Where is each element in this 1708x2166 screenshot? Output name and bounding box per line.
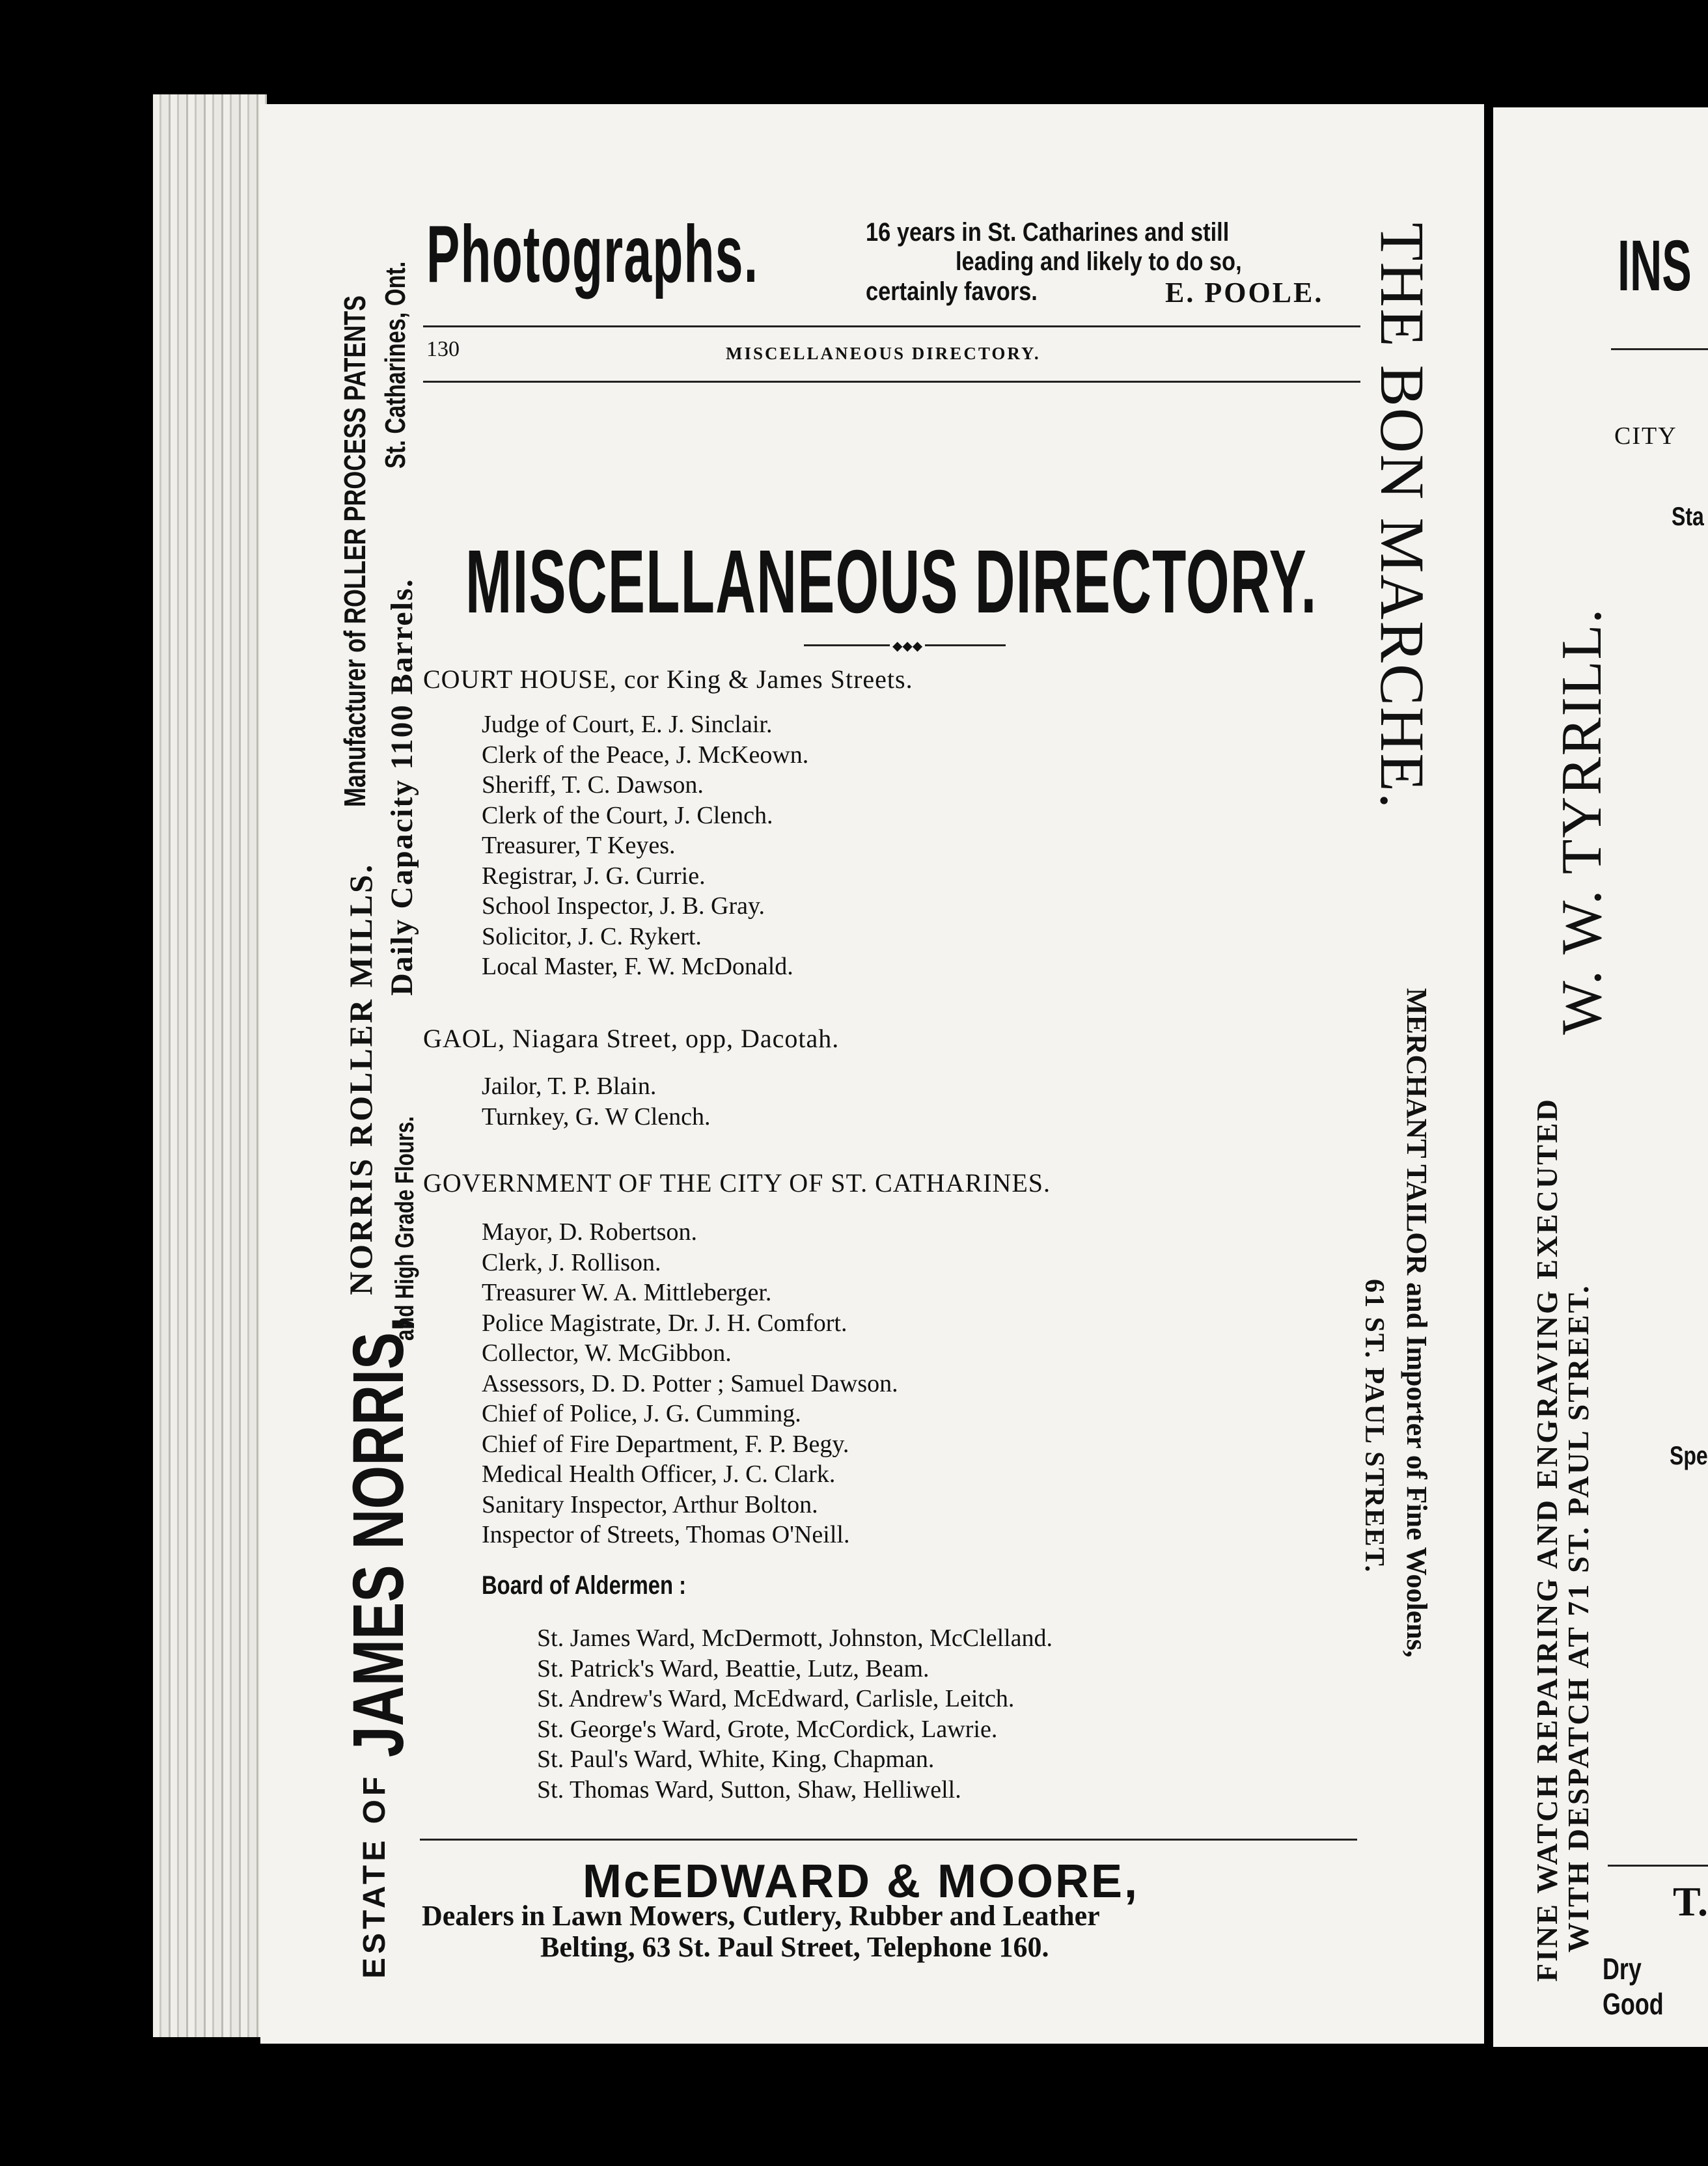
list-item: Collector, W. McGibbon.	[482, 1339, 732, 1367]
list-item: Police Magistrate, Dr. J. H. Comfort.	[482, 1309, 847, 1337]
gaol-heading: GAOL, Niagara Street, opp, Dacotah.	[423, 1024, 840, 1053]
bottom-ad-rule	[420, 1839, 1357, 1841]
board-of-aldermen-heading: Board of Aldermen :	[482, 1571, 687, 1600]
manufacturer-line: Manufacturer of ROLLER PROCESS PATENTS	[338, 295, 372, 807]
photographs-heading: Photographs.	[426, 210, 759, 299]
list-item: St. Paul's Ward, White, King, Chapman.	[537, 1746, 935, 1773]
james-norris-name: JAMES NORRIS,	[338, 1317, 419, 1757]
list-item: Solicitor, J. C. Rykert.	[482, 922, 702, 950]
facing-header-fragment: INS	[1618, 226, 1692, 306]
page-title: MISCELLANEOUS DIRECTORY.	[465, 532, 1317, 632]
high-grade-flours: and High Grade Flours.	[391, 1116, 419, 1341]
mcedward-moore-line2: Belting, 63 St. Paul Street, Telephone 160.	[540, 1931, 1049, 1963]
book-gutter	[1484, 120, 1493, 2040]
list-item: St. Thomas Ward, Sutton, Shaw, Helliwell.	[537, 1775, 961, 1803]
list-item: Clerk, J. Rollison.	[482, 1248, 661, 1276]
st-catharines-ont: St. Catharines, Ont.	[379, 261, 411, 469]
list-item: Clerk of the Peace, J. McKeown.	[482, 741, 809, 769]
government-list	[482, 1217, 898, 1550]
running-head: MISCELLANEOUS DIRECTORY.	[726, 344, 1041, 363]
list-item: Chief of Fire Department, F. P. Begy.	[482, 1430, 849, 1458]
facing-dry-goods-fragment: Dry Good	[1603, 1952, 1664, 2021]
list-item: St. Patrick's Ward, Beattie, Lutz, Beam.	[537, 1654, 930, 1682]
list-item: Clerk of the Court, J. Clench.	[482, 801, 773, 829]
estate-of-label: ESTATE OF	[357, 1772, 392, 1979]
tyrrill-name: W. W. TYRRILL.	[1550, 607, 1614, 1035]
facing-spe-fragment: Spe	[1670, 1442, 1708, 1470]
facing-page	[1493, 107, 1708, 2047]
facing-bottom-rule	[1608, 1865, 1708, 1867]
watch-repairing-line2: WITH DESPATCH AT 71 ST. PAUL STREET.	[1562, 1283, 1595, 1953]
title-ornament: ◆◆◆	[804, 638, 1006, 653]
daily-capacity: Daily Capacity 1100 Barrels.	[385, 578, 419, 996]
list-item: Jailor, T. P. Blain.	[482, 1073, 657, 1100]
court-house-list	[482, 709, 808, 982]
poole-ad-line1: 16 years in St. Catharines and still	[866, 218, 1230, 247]
header-rule-top	[423, 325, 1360, 327]
page-edges	[153, 94, 267, 2037]
list-item: Assessors, D. D. Potter ; Samuel Dawson.	[482, 1369, 898, 1397]
list-item: Local Master, F. W. McDonald.	[482, 953, 793, 980]
list-item: Mayor, D. Robertson.	[482, 1218, 697, 1246]
list-item: Medical Health Officer, J. C. Clark.	[482, 1460, 836, 1488]
list-item: Turnkey, G. W Clench.	[482, 1103, 711, 1131]
list-item: St. James Ward, McDermott, Johnston, McClelland.	[537, 1624, 1053, 1652]
facing-sta-fragment: Sta	[1672, 502, 1704, 531]
list-item: Chief of Police, J. G. Cumming.	[482, 1400, 801, 1427]
list-item: School Inspector, J. B. Gray.	[482, 892, 765, 920]
bon-marche-address: 61 ST. PAUL STREET.	[1359, 1279, 1389, 1574]
court-house-heading: COURT HOUSE, cor King & James Streets.	[423, 665, 913, 694]
list-item: Treasurer, T Keyes.	[482, 832, 676, 859]
gaol-list	[482, 1071, 711, 1132]
bon-marche-name: THE BON MARCHE.	[1368, 223, 1437, 810]
facing-rule	[1611, 348, 1708, 350]
header-rule-bottom	[423, 381, 1360, 383]
list-item: St. Andrew's Ward, McEdward, Carlisle, Leitch.	[537, 1685, 1015, 1712]
mcedward-moore-line1: Dealers in Lawn Mowers, Cutlery, Rubber and Leather	[422, 1900, 1100, 1932]
poole-ad-line2: leading and likely to do so,	[956, 247, 1242, 276]
facing-t-fragment: T.	[1673, 1878, 1708, 1925]
list-item: St. George's Ward, Grote, McCordick, Lawrie.	[537, 1715, 998, 1743]
government-heading: GOVERNMENT OF THE CITY OF ST. CATHARINES.	[423, 1168, 1051, 1198]
mcedward-moore-name: McEDWARD & MOORE,	[583, 1856, 1140, 1908]
list-item: Sanitary Inspector, Arthur Bolton.	[482, 1490, 818, 1518]
norris-roller-mills: NORRIS ROLLER MILLS.	[342, 862, 379, 1295]
merchant-tailor-line: MERCHANT TAILOR and Importer of Fine Woolens,	[1401, 988, 1433, 1658]
watch-repairing-line1: FINE WATCH REPAIRING AND ENGRAVING EXECUTED	[1530, 1097, 1563, 1982]
list-item: Registrar, J. G. Currie.	[482, 862, 706, 890]
list-item: Treasurer W. A. Mittleberger.	[482, 1279, 772, 1306]
list-item: Inspector of Streets, Thomas O'Neill.	[482, 1521, 850, 1548]
page-number: 130	[426, 337, 460, 361]
list-item: Sheriff, T. C. Dawson.	[482, 771, 704, 799]
poole-name: E. POOLE.	[1165, 277, 1324, 308]
poole-ad-line3: certainly favors.	[866, 277, 1038, 306]
list-item: Judge of Court, E. J. Sinclair.	[482, 711, 773, 738]
facing-city-fragment: CITY	[1614, 422, 1677, 450]
wards-list	[537, 1623, 1053, 1805]
